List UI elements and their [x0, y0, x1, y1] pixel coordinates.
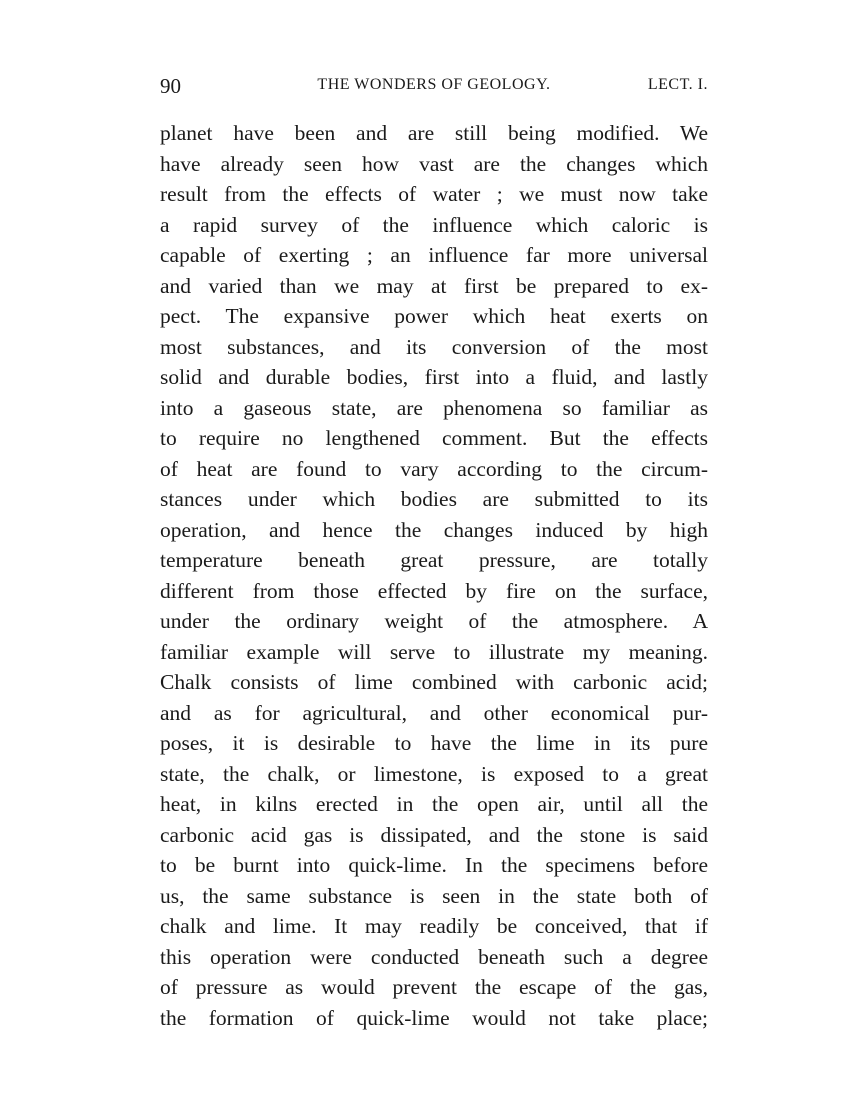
text-line: into a gaseous state, are phenomena so familiar as	[160, 395, 708, 420]
text-line: planet have been and are still being modified. We	[160, 121, 708, 145]
text-line: pect. The expansive power which heat exerts on	[160, 304, 708, 328]
text-line: carbonic acid gas is dissipated, and the stone is said	[160, 822, 708, 847]
text-line: of heat are found to vary according to the circum-	[160, 456, 708, 481]
running-title: THE WONDERS OF GEOLOGY.	[317, 76, 551, 93]
text-line: operation, and hence the changes induced by high	[160, 517, 708, 542]
text-line: most substances, and its conversion of the most	[160, 334, 708, 359]
text-line: chalk and lime. It may readily be conceived, that if	[160, 914, 708, 938]
text-line: to require no lengthened comment. But the effects	[160, 426, 708, 450]
text-line: this operation were conducted beneath such a degree	[160, 944, 708, 969]
page-number: 90	[160, 74, 181, 98]
text-line: have already seen how vast are the changes which	[160, 151, 708, 176]
text-line: and varied than we may at first be prepared to ex-	[160, 273, 708, 298]
text-line: a rapid survey of the influence which caloric is	[160, 212, 708, 237]
text-line: of pressure as would prevent the escape of the gas,	[160, 975, 708, 999]
text-line: capable of exerting ; an influence far more universal	[160, 243, 708, 267]
text-line: solid and durable bodies, first into a fluid, and lastly	[160, 365, 708, 389]
text-line: result from the effects of water ; we must now take	[160, 182, 708, 206]
text-line: heat, in kilns erected in the open air, until all the	[160, 792, 708, 816]
running-header	[160, 74, 708, 102]
text-line: familiar example will serve to illustrate my meaning.	[160, 639, 708, 664]
text-line: different from those effected by fire on the surface,	[160, 578, 708, 603]
text-line: stances under which bodies are submitted to its	[160, 487, 708, 511]
text-line: to be burnt into quick-lime. In the specimens before	[160, 853, 708, 877]
text-line: temperature beneath great pressure, are totally	[160, 548, 708, 572]
text-line: under the ordinary weight of the atmosphere. A	[160, 609, 708, 633]
text-line: us, the same substance is seen in the state both of	[160, 883, 708, 908]
lecture-label: LECT. I.	[647, 76, 708, 93]
text-line: state, the chalk, or limestone, is exposed to a great	[160, 761, 708, 786]
text-line: poses, it is desirable to have the lime in its pure	[160, 731, 708, 755]
text-line: the formation of quick-lime would not take place;	[160, 1005, 708, 1030]
body-text	[160, 118, 708, 1033]
text-line: and as for agricultural, and other economical pur-	[160, 700, 708, 725]
text-line: Chalk consists of lime combined with carbonic acid;	[160, 670, 708, 694]
